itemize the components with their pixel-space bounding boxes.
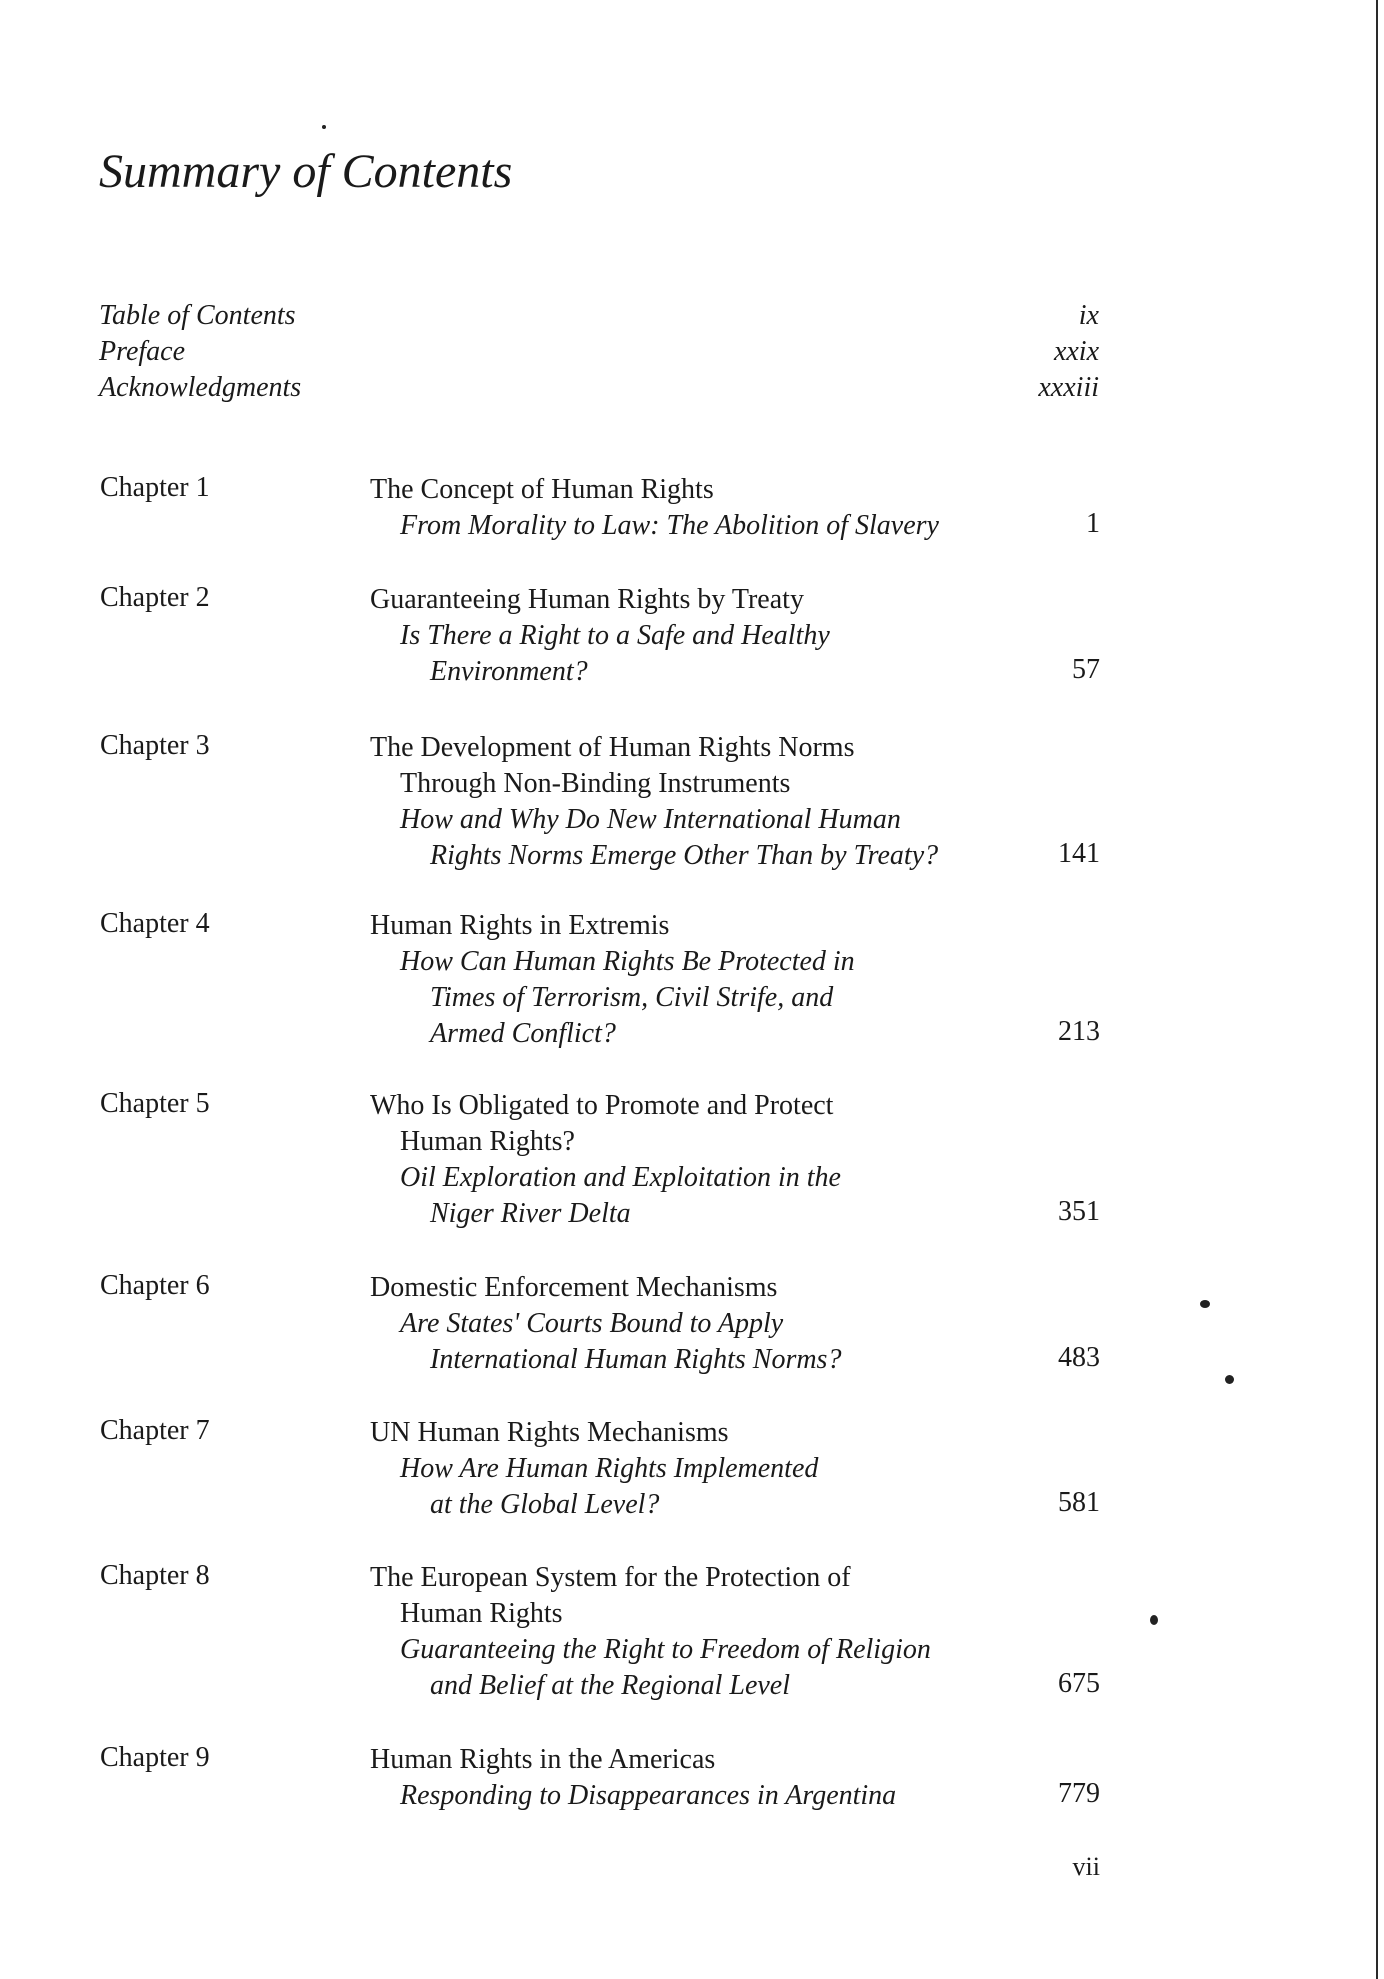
chapter-page-number: 141 <box>1058 838 1100 869</box>
chapter-body <box>370 472 1030 544</box>
front-matter-label: Table of Contents <box>99 300 296 331</box>
chapter-title-line: Human Rights? <box>400 1126 575 1157</box>
chapter-title <box>370 1088 1030 1160</box>
chapter-title-line: Guaranteeing Human Rights by Treaty <box>370 584 804 615</box>
scan-speck <box>322 125 326 129</box>
chapter-title-line: The European System for the Protection of <box>370 1562 851 1593</box>
front-matter-label: Acknowledgments <box>99 372 302 403</box>
chapter-title-line: Who Is Obligated to Promote and Protect <box>370 1090 834 1121</box>
chapter-title <box>370 1270 1030 1306</box>
chapter-label: Chapter 7 <box>100 1415 210 1446</box>
chapter-title-line: Human Rights in Extremis <box>370 910 670 941</box>
chapter-page-number: 57 <box>1072 654 1100 685</box>
case-study-line: How Are Human Rights Implemented <box>400 1453 819 1484</box>
case-study-line: Rights Norms Emerge Other Than by Treaty? <box>430 840 939 871</box>
chapter-case-study <box>370 802 1030 874</box>
page-title: Summary of Contents <box>99 145 513 198</box>
chapter-label: Chapter 5 <box>100 1088 210 1119</box>
chapter-case-study <box>370 508 1030 544</box>
scan-speck <box>1200 1300 1210 1308</box>
chapter-title-line: Domestic Enforcement Mechanisms <box>370 1272 778 1303</box>
chapter-label: Chapter 3 <box>100 730 210 761</box>
chapter-label: Chapter 9 <box>100 1742 210 1773</box>
case-study-line: Are States' Courts Bound to Apply <box>400 1308 784 1339</box>
chapter-body <box>370 582 1030 690</box>
chapter-label: Chapter 2 <box>100 582 210 613</box>
case-study-line: Times of Terrorism, Civil Strife, and <box>430 982 834 1013</box>
chapter-body <box>370 1742 1030 1814</box>
chapter-page-number: 351 <box>1058 1196 1100 1227</box>
case-study-line: Environment? <box>430 656 588 687</box>
chapter-label: Chapter 8 <box>100 1560 210 1591</box>
chapter-case-study <box>370 1451 1030 1523</box>
front-matter-page: ix <box>1078 300 1099 331</box>
chapter-case-study <box>370 1160 1030 1232</box>
chapter-case-study <box>370 618 1030 690</box>
chapter-title <box>370 582 1030 618</box>
page-edge-line <box>1376 0 1378 1979</box>
chapter-title-line: UN Human Rights Mechanisms <box>370 1417 729 1448</box>
chapter-title <box>370 908 1030 944</box>
scan-speck <box>1150 1615 1158 1625</box>
front-matter-page: xxxiii <box>1038 372 1099 403</box>
chapter-case-study <box>370 944 1030 1052</box>
front-matter-row <box>99 300 1099 336</box>
chapter-label: Chapter 1 <box>100 472 210 503</box>
chapter-title <box>370 472 1030 508</box>
case-study-line: How Can Human Rights Be Protected in <box>400 946 855 977</box>
chapter-title-line: Human Rights <box>400 1598 563 1629</box>
chapter-page-number: 675 <box>1058 1668 1100 1699</box>
chapter-page-number: 483 <box>1058 1342 1100 1373</box>
front-matter-page: xxix <box>1053 336 1099 367</box>
front-matter-row <box>99 372 1099 408</box>
chapter-title <box>370 1560 1030 1632</box>
chapter-body <box>370 730 1030 874</box>
case-study-line: From Morality to Law: The Abolition of Slavery <box>400 510 939 541</box>
chapter-case-study <box>370 1778 1030 1814</box>
case-study-line: Responding to Disappearances in Argentina <box>400 1780 897 1811</box>
case-study-line: and Belief at the Regional Level <box>430 1670 791 1701</box>
chapter-case-study <box>370 1306 1030 1378</box>
chapter-case-study <box>370 1632 1030 1704</box>
chapter-title <box>370 730 1030 802</box>
chapter-title <box>370 1415 1030 1451</box>
case-study-line: Niger River Delta <box>430 1198 631 1229</box>
case-study-line: Armed Conflict? <box>430 1018 616 1049</box>
chapter-body <box>370 1560 1030 1704</box>
chapter-title-line: The Concept of Human Rights <box>370 474 714 505</box>
scan-speck <box>1225 1375 1234 1384</box>
case-study-line: at the Global Level? <box>430 1489 660 1520</box>
front-matter-list <box>99 300 1099 408</box>
page-number: vii <box>1072 1852 1100 1881</box>
chapter-title-line: Human Rights in the Americas <box>370 1744 716 1775</box>
case-study-line: Oil Exploration and Exploitation in the <box>400 1162 841 1193</box>
chapter-title-line: Through Non-Binding Instruments <box>400 768 791 799</box>
chapter-title-line: The Development of Human Rights Norms <box>370 732 855 763</box>
chapter-page-number: 581 <box>1058 1487 1100 1518</box>
case-study-line: Guaranteeing the Right to Freedom of Religion <box>400 1634 931 1665</box>
chapter-body <box>370 1088 1030 1232</box>
chapter-label: Chapter 6 <box>100 1270 210 1301</box>
chapter-body <box>370 1270 1030 1378</box>
chapter-label: Chapter 4 <box>100 908 210 939</box>
chapter-body <box>370 908 1030 1052</box>
case-study-line: International Human Rights Norms? <box>430 1344 842 1375</box>
chapter-page-number: 1 <box>1086 508 1100 539</box>
case-study-line: How and Why Do New International Human <box>400 804 901 835</box>
chapter-body <box>370 1415 1030 1523</box>
chapter-page-number: 779 <box>1058 1778 1100 1809</box>
front-matter-row <box>99 336 1099 372</box>
chapter-title <box>370 1742 1030 1778</box>
front-matter-label: Preface <box>99 336 186 367</box>
chapter-page-number: 213 <box>1058 1016 1100 1047</box>
case-study-line: Is There a Right to a Safe and Healthy <box>400 620 830 651</box>
